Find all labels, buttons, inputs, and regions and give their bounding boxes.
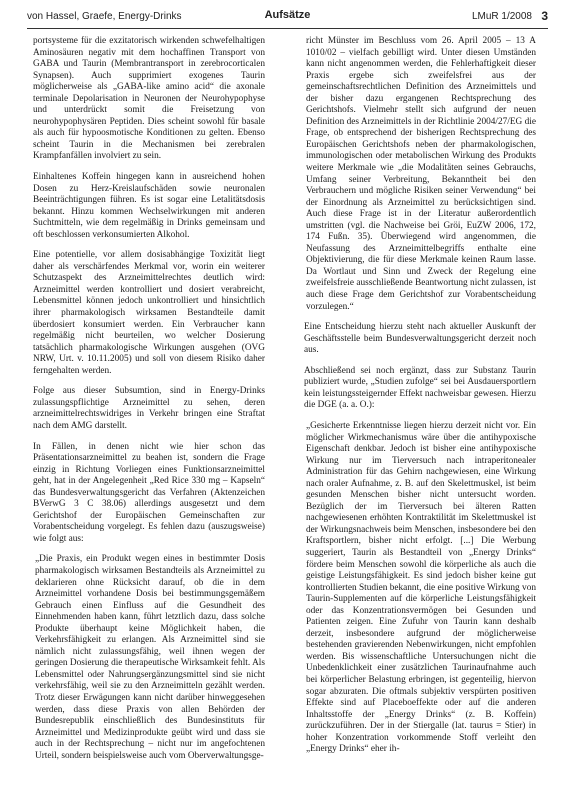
quotation-paragraph: „Die Praxis, ein Produkt wegen eines in bestimmter Dosis pharmakologisch wirksamen Bestandteils als Arzneimittel zu deklarieren ohne Rücksicht darauf, ob die in dem Arzneimittel vorhandene Dosis bei bestimmungsgemäßem Gebrauch einen Einfluss auf die Gesundheit des Einnehmenden haben kann, führt letztlich dazu, dass solche Produkte überhaupt keine Möglichkeit haben, die Verkehrsfähigkeit zu erlangen. Als Arzneimittel sind sie nämlich nicht zulassungsfähig, weil ihnen wegen der geringen Dosierung die therapeutische Wirksamkeit fehlt. Als Lebensmittel oder Nahrungsergänzungsmittel sind sie nicht verkehrsfähig, weil sie zu den Arzneimitteln gezählt werden. Trotz dieser Erwägungen kann nicht darüber hinweggesehen werden, dass diese Praxis von allen Behörden der Bundesrepublik einschließlich des Bundesinstituts für Arzneimittel und Medizinprodukte geübt wird und dass sie auch in der Rechtsprechung – nicht nur im angefochtenen Urteil, sondern beispielsweise auch vom Oberverwaltungsge- (35, 554, 265, 761)
header-rule (27, 28, 548, 29)
page-header (27, 7, 548, 27)
quotation-paragraph: richt Münster im Beschluss vom 26. April 2005 – 13 A 1010/02 – vielfach gebilligt wird. Unter diesen Umständen kann nicht angenommen werden, die Fehlerhaftigkeit dieser Praxis ergebe sich zweifelsfrei aus der gemeinschaftsrechtlichen Definition des Arzneimittels und der bisher dazu ergangenen Rechtsprechung des Gerichtshofs. Vielmehr stellt sich aufgrund der neuen Definition des Arzneimittels in der Richtlinie 2004/27/EG die Frage, ob entsprechend der bisherigen Rechtsprechung des Europäischen Gerichtshofs neben der pharmakologischen, immunologischen oder metabolischen Wirkung des Produkts weitere Merkmale wie „die Modalitäten seines Gebrauchs, Umfang seiner Verbreitung, Bekanntheit bei den Verbrauchern und mögliche Risiken seiner Verwendung“ bei der Einordnung als Arzneimittel zu berücksichtigen sind. Auch diese Frage ist in der Literatur außerordentlich umstritten (vgl. die Nachweise bei Gröi, EuZW 2006, 172, 174 Fußn. 35). Überwiegend wird angenommen, die Neufassung des Arzneimittelbegriffs enthalte eine Objektivierung, die für diese Merkmale keinen Raum lasse. Da Wortlaut und Sinn und Zweck der Regelung eine zweifelsfreie ausschließende Beantwortung nicht zulassen, ist auch diese Frage dem Gerichtshof zur Vorabentscheidung vorzulegen.“ (306, 36, 536, 312)
paragraph: Eine Entscheidung hierzu steht nach aktueller Auskunft der Geschäftsstelle beim Bundesverwaltungsgericht derzeit noch aus. (304, 322, 536, 356)
left-column (33, 36, 265, 792)
right-column (304, 36, 536, 792)
paragraph: Einhaltenes Koffein hingegen kann in ausreichend hohen Dosen zu Herz-Kreislaufschäden sowie neuronalen Beeinträchtigungen führen. Es ist sogar eine Letalitätsdosis bekannt. Hinzu kommen Wechselwirkungen mit anderen Suchtmitteln, wie dem regelmäßig in Drinks gemeinsam und oft beschlossen verkonsumierten Alkohol. (33, 172, 265, 240)
paragraph: Folge aus dieser Subsumtion, sind in Energy-Drinks zulassungspflichtige Arzneimittel zu sehen, deren arzneimittelrechtswidriges in Verkehr bringen eine Straftat nach dem AMG darstellt. (33, 386, 265, 431)
paragraph: In Fällen, in denen nicht wie hier schon das Präsentationsarzneimittel zu beahen ist, sondern die Frage einzig in Richtung Vorliegen eines Funktionsarzneimittel geht, hat in der Angelegenheit „Red Rice 330 mg – Kapseln“ das Bundesverwaltungsgericht das Verfahren (Aktenzeichen BVerwG 3 C 38.06) allerdings ausgesetzt und dem Gerichtshof der Europäischen Gemeinschaften zur Vorabentscheidung vorgelegt. Es fehlen dazu (auszugsweise) wie folgt aus: (33, 441, 265, 544)
running-head-authors: von Hassel, Graefe, Energy-Drinks (27, 11, 182, 22)
quotation-paragraph: „Gesicherte Erkenntnisse liegen hierzu derzeit nicht vor. Ein möglicher Wirkmechanismus wäre über die antihypoxische Eigenschaft denkbar. Jedoch ist bisher eine antihypoxische Wirkung nur im Tierversuch nach intraperitonealer Administration für das Gehirn nachgewiesen, eine Wirkung nach oraler Aufnahme, z. B. auf den Skelettmuskel, ist beim gesunden Menschen bisher nicht untersucht worden. Bezüglich der im Tierversuch bei älteren Ratten nachgewiesenen erhöhten Kontraktilität im Skelettmuskel ist der Wirkungsnachweis beim Menschen, insbesondere bei den Kraftsportlern, bisher nicht erfolgt. [...] Die Werbung suggeriert, Taurin als Bestandteil von „Energy Drinks“ fördere beim Menschen sowohl die körperliche als auch die geistige Leistungsfähigkeit. Es sind jedoch bisher keine gut kontrollierten Studien bekannt, die eine positive Wirkung von Taurin-Supplementen auf die körperliche Leistungsfähigkeit oder das Konzentrationsvermögen bei Gesunden und Patienten zeigen. Eine Zufuhr von Taurin kann deshalb derzeit, insbesondere aufgrund der möglicherweise bestehenden gravierenden Nebenwirkungen, nicht empfohlen werden. Bis wissenschaftliche Untersuchungen nicht die Unbedenklichkeit einer zusätzlichen Taurinaufnahme auch bei körperlicher Belastung erbringen, ist gegenteilig, hiervon sogar abzuraten. Die oftmals subjektiv verspürten positiven Effekte sind auf Placeboeffekte oder auf die anderen Inhaltsstoffe der „Energy Drinks“ (z. B. Koffein) zurückzuführen. Der in der Stiergalle (lat. taurus = Stier) in hoher Konzentration vorkommende Stoff verleiht den „Energy Drinks“ eher ih- (306, 420, 536, 755)
paragraph: Abschließend sei noch ergänzt, dass zur Substanz Taurin publiziert wurde, „Studien zufolge“ sei bei Ausdauersportlern kein leistungssteigernder Effekt nachweisbar gewesen. Hierzu die DGE (a. a. O.): (304, 365, 536, 411)
paragraph: Eine potentielle, vor allem dosisabhängige Toxizität liegt daher als verschärfendes Merkmal vor, worin ein weiterer Schutzaspekt des Arzneimittelrechtes deutlich wird: Arzneimittel werden kontrolliert und dosiert verabreicht, Lebensmittel können jedoch unkontrolliert und hinsichtlich ihrer pharmakologisch wirksamen Bestandteile damit überdosiert konsumiert werden. Ein Verbraucher kann regelmäßig nicht beurteilen, wo welcher Dosierung tatsächlich pharmakologische Wirkungen ausgehen (OVG NRW, Urt. v. 10.11.2005) und soll von diesem Risiko daher ferngehalten werden. (33, 250, 265, 376)
section-title: Aufsätze (264, 9, 311, 21)
paragraph: portsysteme für die exzitatorisch wirkenden schwefelhaltigen Aminosäuren negativ mit dem hochaffinen Transport von GABA und Taurin (Membrantransport in zerebrocorticalen Synapsen). Auch supprimiert exogenes Taurin möglicherweise als „GABA-like amino acid“ die axonale terminale Depolarisation in Neuronen der Neurohypophyse und unterdrückt somit die Freisetzung von neurohypophysären Peptiden. Dies scheint sowohl für basale als auch für hypoosmotische Konditionen zu gelten. Ebenso scheint Taurin in die Mechanismen bei zerebralen Krampfanfällen involviert zu sein. (33, 36, 265, 162)
journal-issue: LMuR 1/2008 (471, 11, 532, 22)
page-number: 3 (541, 9, 548, 23)
